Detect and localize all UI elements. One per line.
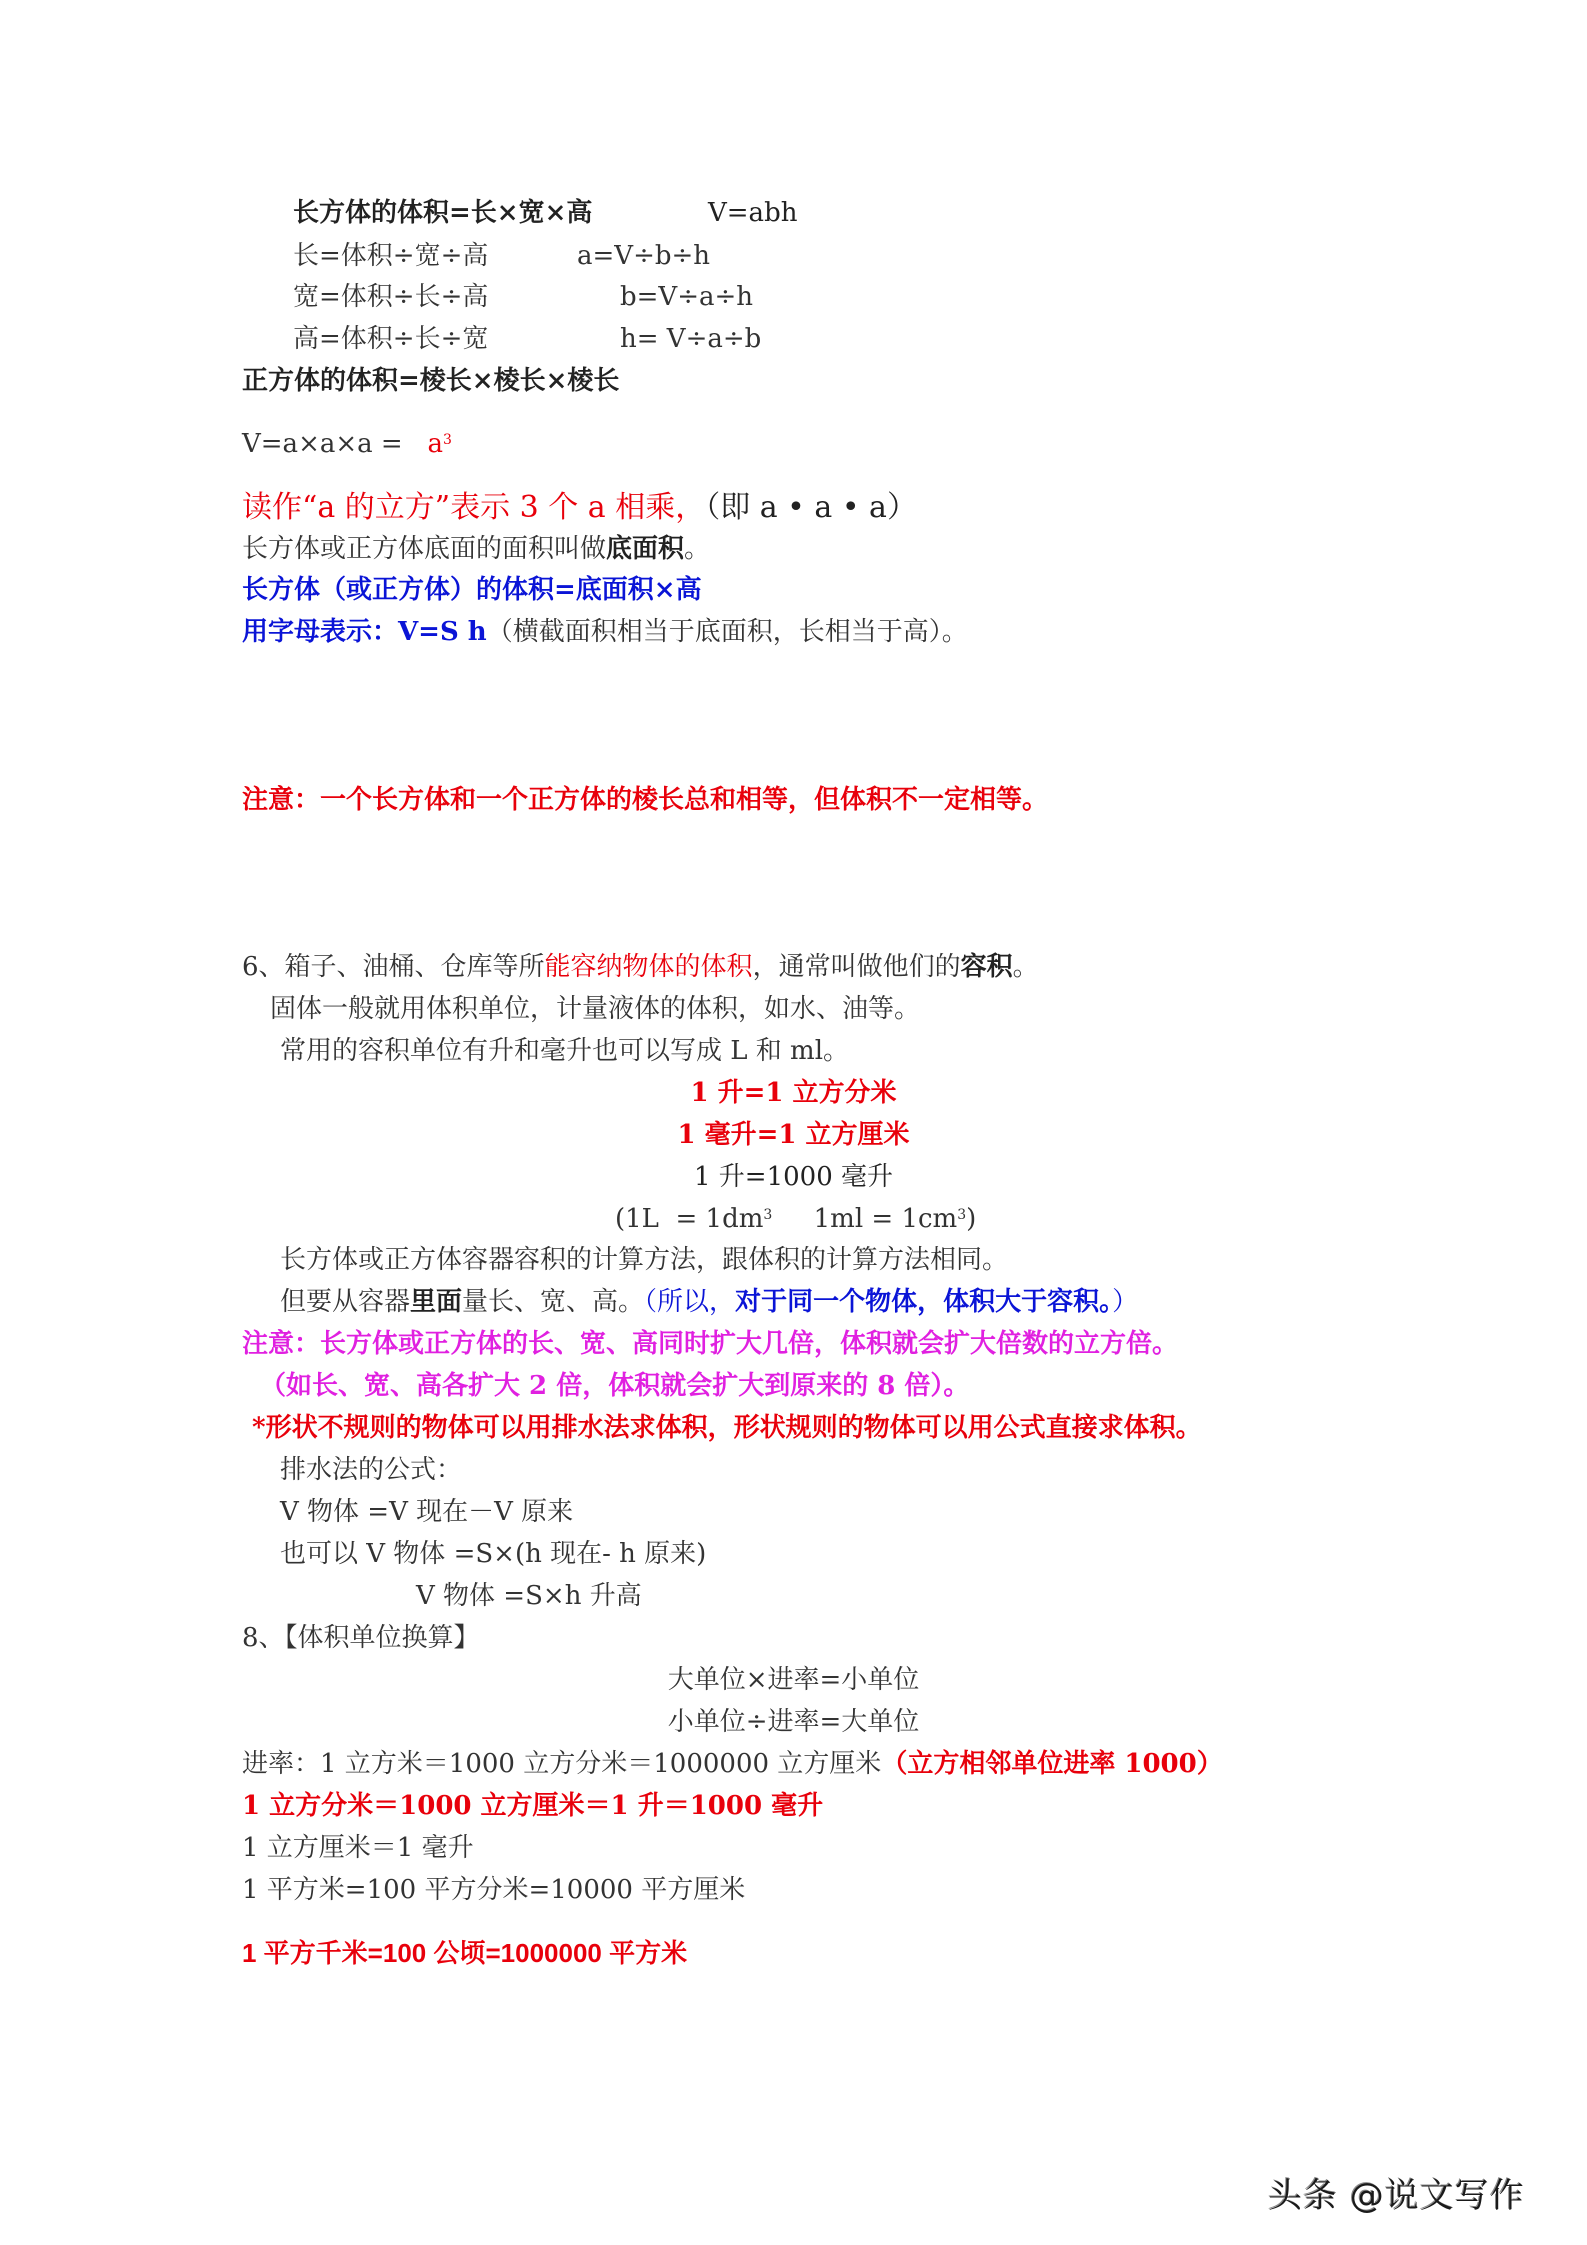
note-scale-example: （如长、宽、高各扩大 2 倍，体积就会扩大到原来的 8 倍）。 [260, 1371, 970, 1401]
eq-ml-cm3: 1 毫升=1 立方厘米 [677, 1120, 910, 1150]
conversion-dm3: 1 立方分米＝1000 立方厘米＝1 升＝1000 毫升 [242, 1791, 824, 1821]
section8-title: 8、【体积单位换算】 [242, 1623, 480, 1653]
base-area-term: 底面积 [606, 534, 685, 564]
height-formula: 高=体积÷长÷宽 [293, 324, 489, 354]
displacement-title: 排水法的公式： [280, 1455, 463, 1485]
cube-symbolic-prefix: V=a×a×a = [242, 429, 403, 459]
cube-read-as: 读作“a 的立方”表示 3 个 a 相乘，（即 a • a • a） [242, 490, 917, 525]
eq-symbols: ($1L = 1dm^3$ $1ml = 1cm^3$) [615, 1204, 977, 1234]
cube-volume-formula: 正方体的体积=棱长×棱长×棱长 [242, 366, 620, 396]
capacity-method: 长方体或正方体容器容积的计算方法，跟体积的计算方法相同。 [280, 1245, 1009, 1275]
cube-symbolic-line [242, 427, 452, 461]
length-formula: 长=体积÷宽÷高 [293, 241, 489, 271]
width-symbolic: b=V÷a÷h [620, 282, 754, 312]
conversion-cm3: 1 立方厘米＝1 毫升 [242, 1833, 474, 1863]
conversion-km2: 1 平方千米=100 公顷=1000000 平方米 [242, 1938, 688, 1968]
cuboid-volume-formula: 长方体的体积=长×宽×高 [293, 198, 593, 228]
rate-line: 进率：1 立方米＝1000 立方分米＝1000000 立方厘米（立方相邻单位进率 1000） [242, 1749, 1223, 1779]
watermark: 头条 @说文写作 [1268, 2176, 1525, 2216]
cuboid-volume-symbolic: V=abh [708, 198, 798, 228]
cube-symbolic-result: $a^3$ [427, 429, 452, 459]
rule-big-to-small: 大单位×进率=小单位 [667, 1665, 920, 1695]
height-symbolic: h= V÷a÷b [620, 324, 762, 354]
length-symbolic: a=V÷b÷h [577, 241, 711, 271]
exponent: 3 [443, 432, 452, 448]
letter-formula: 用字母表示：V=S h（横截面积相当于底面积，长相当于高）。 [242, 617, 968, 647]
capacity-term: 容积 [960, 952, 1013, 982]
rule-small-to-big: 小单位÷进率=大单位 [667, 1707, 920, 1737]
capacity-definition: 6、箱子、油桶、仓库等所能容纳物体的体积，通常叫做他们的容积。 [242, 952, 1039, 982]
displacement-formula-3: V 物体 =S×h 升高 [416, 1581, 642, 1611]
note-scale-cube: 注意：长方体或正方体的长、宽、高同时扩大几倍，体积就会扩大倍数的立方倍。 [242, 1329, 1179, 1359]
measure-inside: 但要从容器里面量长、宽、高。（所以，对于同一个物体，体积大于容积。） [280, 1287, 1139, 1317]
base-area-definition: 长方体或正方体底面的面积叫做底面积。 [242, 534, 711, 564]
eq-liter-ml: 1 升=1000 毫升 [693, 1162, 894, 1192]
capacity-highlight: 能容纳物体的体积 [544, 952, 753, 982]
common-capacity-units: 常用的容积单位有升和毫升也可以写成 L 和 ml。 [280, 1036, 850, 1066]
note-irregular-objects: *形状不规则的物体可以用排水法求体积，形状规则的物体可以用公式直接求体积。 [252, 1413, 1202, 1443]
displacement-formula-2: 也可以 V 物体 =S×(h 现在- h 原来) [280, 1539, 707, 1569]
rate-note: （立方相邻单位进率 1000） [881, 1749, 1223, 1779]
eq-liter-dm3: 1 升=1 立方分米 [690, 1078, 897, 1108]
width-formula: 宽=体积÷长÷高 [293, 282, 489, 312]
note-equal-edges: 注意：一个长方体和一个正方体的棱长总和相等，但体积不一定相等。 [242, 785, 1049, 815]
displacement-formula-1: V 物体 =V 现在－V 原来 [280, 1497, 574, 1527]
general-volume-formula: 长方体（或正方体）的体积=底面积×高 [242, 575, 702, 605]
conversion-m2: 1 平方米=100 平方分米=10000 平方厘米 [242, 1875, 746, 1905]
solid-liquid-units: 固体一般就用体积单位，计量液体的体积，如水、油等。 [270, 994, 921, 1024]
